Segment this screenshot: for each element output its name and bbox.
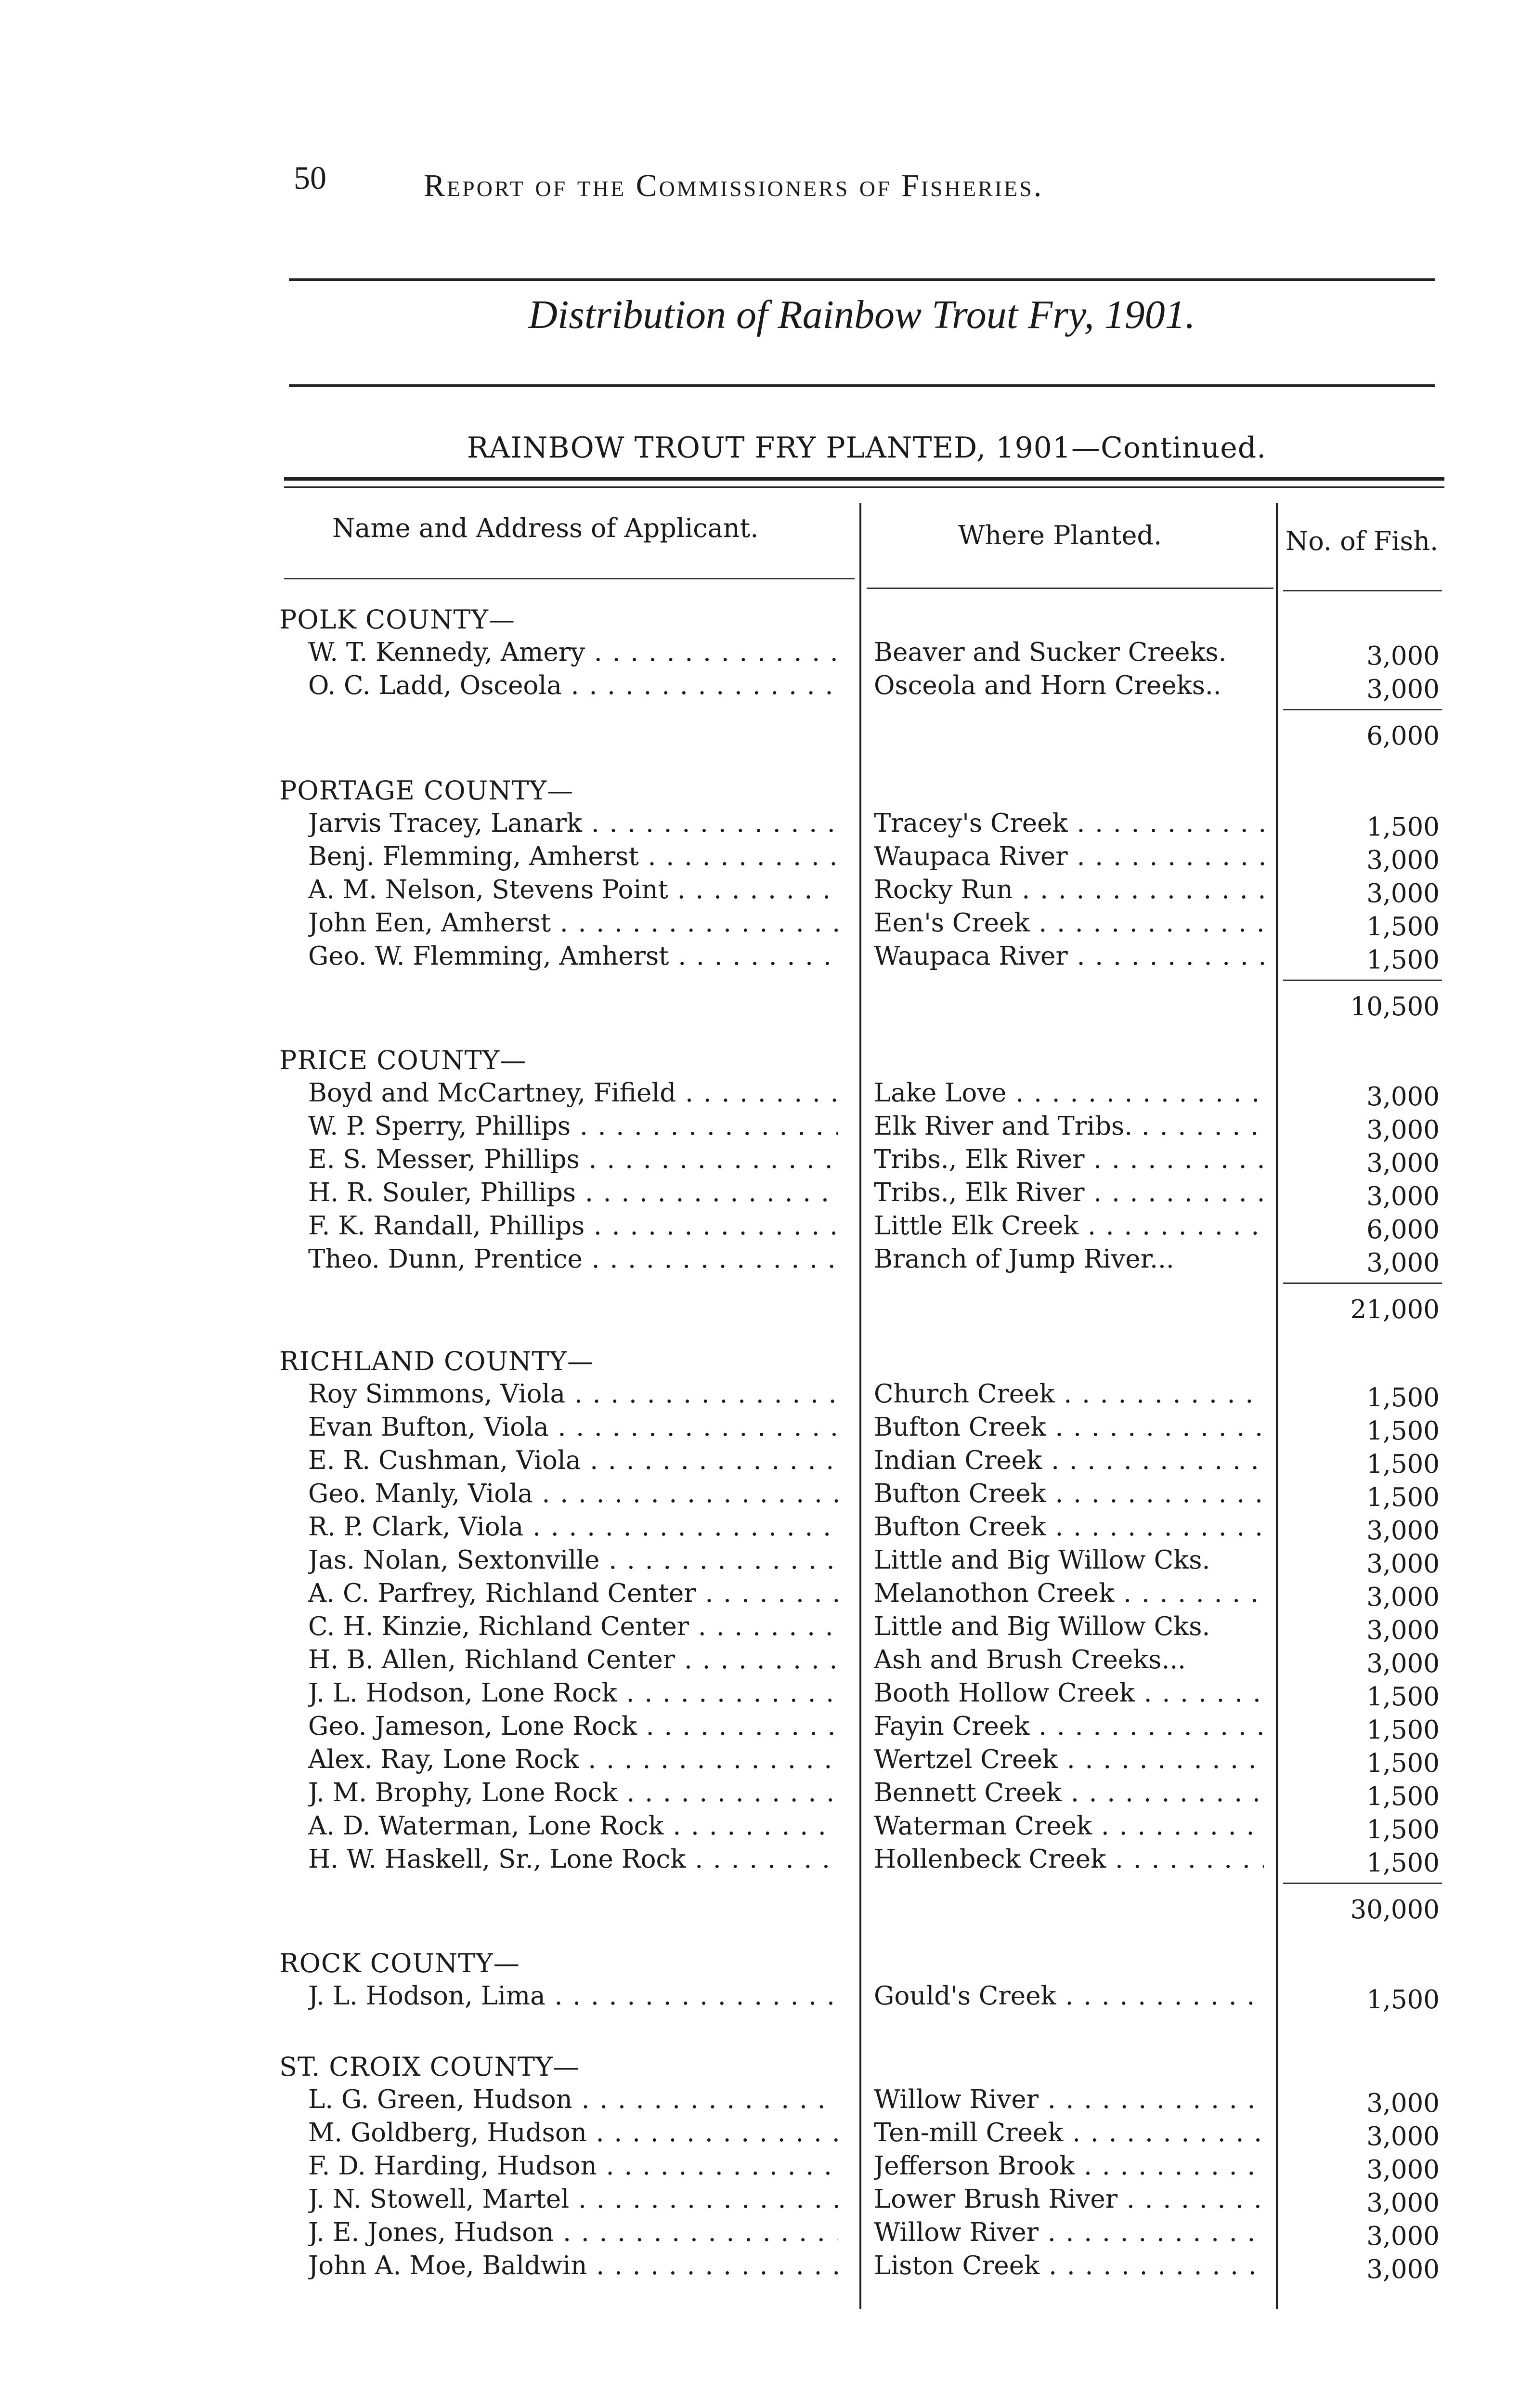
where-planted: Tracey's Creek . . . — [874, 809, 1264, 838]
where-planted: Willow River . . . — [874, 2218, 1264, 2247]
where-planted: Waupaca River . . . — [874, 942, 1264, 971]
applicant-name: H. R. Souler, Phillips . . . — [308, 1178, 838, 1207]
applicant-name: Geo. Manly, Viola . . . — [308, 1479, 838, 1508]
county-total: 30,000 — [1350, 1895, 1440, 1924]
fish-count: 3,000 — [1366, 1583, 1440, 1612]
applicant-name: E. R. Cushman, Viola . . . — [308, 1446, 838, 1475]
applicant-name: W. P. Sperry, Phillips . . . — [308, 1112, 838, 1141]
where-planted: Elk River and Tribs. . . . — [874, 1112, 1264, 1141]
applicant-name: H. W. Haskell, Sr., Lone Rock . . . — [308, 1845, 838, 1874]
county-total: 10,500 — [1350, 992, 1440, 1021]
page-title: Distribution of Rainbow Trout Fry, 1901. — [528, 292, 1195, 337]
where-planted: Bufton Creek . . . — [874, 1479, 1264, 1508]
fish-count: 1,500 — [1366, 1985, 1440, 2015]
applicant-name: Roy Simmons, Viola . . . — [308, 1379, 838, 1409]
where-planted: Indian Creek . . . — [874, 1446, 1264, 1475]
where-planted: Little and Big Willow Cks. — [874, 1612, 1210, 1641]
where-planted: Booth Hollow Creek . . . — [874, 1678, 1264, 1708]
column-header-number-of-fish: No. of Fish. — [1286, 526, 1439, 556]
running-title: Report of the Commissioners of Fisheries. — [424, 168, 1044, 203]
applicant-name: E. S. Messer, Phillips . . . — [308, 1145, 838, 1174]
applicant-name: Jarvis Tracey, Lanark . . . — [308, 809, 838, 838]
fish-count: 3,000 — [1366, 879, 1440, 908]
where-planted: Little and Big Willow Cks. — [874, 1545, 1210, 1575]
applicant-name: Theo. Dunn, Prentice . . . — [308, 1244, 838, 1274]
fish-count: 3,000 — [1366, 2122, 1440, 2151]
county-heading: PRICE COUNTY— — [279, 1045, 527, 1075]
applicant-name: J. L. Hodson, Lima . . . — [308, 1981, 838, 2011]
applicant-name: A. M. Nelson, Stevens Point . . . — [308, 875, 838, 904]
applicant-name: A. D. Waterman, Lone Rock . . . — [308, 1811, 838, 1841]
column-divider-right — [1276, 503, 1278, 2309]
where-planted: Melanothon Creek . . . — [874, 1579, 1264, 1608]
applicant-name: Evan Bufton, Viola . . . — [308, 1413, 838, 1442]
where-planted: Ash and Brush Creeks... — [874, 1645, 1186, 1675]
fish-count: 1,500 — [1366, 1682, 1440, 1712]
fish-count: 1,500 — [1366, 1450, 1440, 1479]
county-heading: RICHLAND COUNTY— — [279, 1346, 594, 1376]
applicant-name: L. G. Green, Hudson . . . — [308, 2085, 838, 2114]
column-header-applicant: Name and Address of Applicant. — [332, 513, 759, 543]
where-planted: Bufton Creek . . . — [874, 1512, 1264, 1542]
applicant-name: A. C. Parfrey, Richland Center . . . — [308, 1579, 838, 1608]
where-planted: Osceola and Horn Creeks.. — [874, 671, 1221, 700]
fish-count: 1,500 — [1366, 1416, 1440, 1446]
applicant-name: Benj. Flemming, Amherst . . . — [308, 842, 838, 871]
where-planted: Church Creek . . . — [874, 1379, 1264, 1409]
where-planted: Hollenbeck Creek . . . — [874, 1845, 1264, 1874]
title-rule — [289, 384, 1435, 387]
subtotal-rule — [1283, 980, 1442, 981]
county-total: 21,000 — [1350, 1295, 1440, 1324]
applicant-name: F. K. Randall, Phillips . . . — [308, 1211, 838, 1241]
applicant-name: Geo. Jameson, Lone Rock . . . — [308, 1712, 838, 1741]
section-title: RAINBOW TROUT FRY PLANTED, 1901—Continued. — [467, 431, 1267, 465]
fish-count: 1,500 — [1366, 1848, 1440, 1878]
where-planted: Beaver and Sucker Creeks. — [874, 638, 1227, 667]
applicant-name: M. Goldberg, Hudson . . . — [308, 2118, 838, 2147]
applicant-name: J. L. Hodson, Lone Rock . . . — [308, 1678, 838, 1708]
applicant-name: John Een, Amherst . . . — [308, 908, 838, 938]
county-total: 6,000 — [1366, 721, 1440, 751]
applicant-name: W. T. Kennedy, Amery . . . — [308, 638, 838, 667]
header-rule — [289, 278, 1435, 281]
where-planted: Wertzel Creek . . . — [874, 1745, 1264, 1774]
fish-count: 3,000 — [1366, 1616, 1440, 1645]
county-heading: ROCK COUNTY— — [279, 1948, 520, 1978]
where-planted: Ten-mill Creek . . . — [874, 2118, 1264, 2147]
applicant-name: Jas. Nolan, Sextonville . . . — [308, 1545, 838, 1575]
applicant-name: J. M. Brophy, Lone Rock . . . — [308, 1778, 838, 1807]
fish-count: 3,000 — [1366, 1516, 1440, 1545]
county-heading: ST. CROIX COUNTY— — [279, 2052, 580, 2082]
header-underline-fish — [1283, 590, 1442, 591]
fish-count: 1,500 — [1366, 1782, 1440, 1811]
fish-count: 1,500 — [1366, 912, 1440, 942]
applicant-name: John A. Moe, Baldwin . . . — [308, 2251, 838, 2280]
where-planted: Fayin Creek . . . — [874, 1712, 1264, 1741]
where-planted: Tribs., Elk River . . . — [874, 1178, 1264, 1207]
where-planted: Tribs., Elk River . . . — [874, 1145, 1264, 1174]
fish-count: 3,000 — [1366, 2155, 1440, 2185]
where-planted: Rocky Run . . . — [874, 875, 1264, 904]
where-planted: Waupaca River . . . — [874, 842, 1264, 871]
county-heading: PORTAGE COUNTY— — [279, 775, 574, 806]
column-header-where-planted: Where Planted. — [958, 520, 1162, 550]
section-rule-thin — [284, 486, 1444, 488]
header-underline-applicant — [284, 578, 855, 579]
applicant-name: O. C. Ladd, Osceola . . . — [308, 671, 838, 700]
subtotal-rule — [1283, 1883, 1442, 1884]
fish-count: 6,000 — [1366, 1215, 1440, 1244]
page-number: 50 — [294, 159, 326, 196]
subtotal-rule — [1283, 709, 1442, 710]
fish-count: 3,000 — [1366, 1649, 1440, 1678]
fish-count: 1,500 — [1366, 1483, 1440, 1512]
fish-count: 3,000 — [1366, 675, 1440, 704]
column-divider-left — [859, 503, 861, 2309]
applicant-name: Geo. W. Flemming, Amherst . . . — [308, 942, 838, 971]
where-planted: Waterman Creek . . . — [874, 1811, 1264, 1841]
fish-count: 3,000 — [1366, 641, 1440, 671]
fish-count: 1,500 — [1366, 1749, 1440, 1778]
fish-count: 3,000 — [1366, 1082, 1440, 1112]
where-planted: Bennett Creek . . . — [874, 1778, 1264, 1807]
subtotal-rule — [1283, 1283, 1442, 1284]
where-planted: Lake Love . . . — [874, 1078, 1264, 1108]
fish-count: 3,000 — [1366, 2222, 1440, 2251]
applicant-name: F. D. Harding, Hudson . . . — [308, 2151, 838, 2181]
applicant-name: J. N. Stowell, Martel . . . — [308, 2185, 838, 2214]
fish-count: 3,000 — [1366, 1549, 1440, 1579]
applicant-name: Boyd and McCartney, Fifield . . . — [308, 1078, 838, 1108]
applicant-name: J. E. Jones, Hudson . . . — [308, 2218, 838, 2247]
applicant-name: H. B. Allen, Richland Center . . . — [308, 1645, 838, 1675]
fish-count: 3,000 — [1366, 2255, 1440, 2284]
fish-count: 3,000 — [1366, 1182, 1440, 1211]
fish-count: 3,000 — [1366, 1149, 1440, 1178]
where-planted: Little Elk Creek . . . — [874, 1211, 1264, 1241]
where-planted: Lower Brush River . . . — [874, 2185, 1264, 2214]
fish-count: 3,000 — [1366, 2089, 1440, 2118]
fish-count: 3,000 — [1366, 846, 1440, 875]
fish-count: 3,000 — [1366, 1115, 1440, 1145]
fish-count: 1,500 — [1366, 1383, 1440, 1413]
county-heading: POLK COUNTY— — [279, 604, 515, 635]
fish-count: 1,500 — [1366, 1815, 1440, 1845]
where-planted: Branch of Jump River... — [874, 1244, 1174, 1274]
where-planted: Jefferson Brook . . . — [874, 2151, 1264, 2181]
applicant-name: C. H. Kinzie, Richland Center . . . — [308, 1612, 838, 1641]
applicant-name: R. P. Clark, Viola . . . — [308, 1512, 838, 1542]
header-underline-where — [867, 588, 1273, 589]
fish-count: 1,500 — [1366, 945, 1440, 975]
where-planted: Gould's Creek . . . — [874, 1981, 1264, 2011]
fish-count: 1,500 — [1366, 812, 1440, 842]
where-planted: Een's Creek . . . — [874, 908, 1264, 938]
fish-count: 3,000 — [1366, 1248, 1440, 1278]
section-rule-thick — [284, 477, 1444, 481]
where-planted: Willow River . . . — [874, 2085, 1264, 2114]
where-planted: Bufton Creek . . . — [874, 1413, 1264, 1442]
fish-count: 1,500 — [1366, 1715, 1440, 1745]
fish-count: 3,000 — [1366, 2188, 1440, 2218]
where-planted: Liston Creek . . . — [874, 2251, 1264, 2280]
applicant-name: Alex. Ray, Lone Rock . . . — [308, 1745, 838, 1774]
